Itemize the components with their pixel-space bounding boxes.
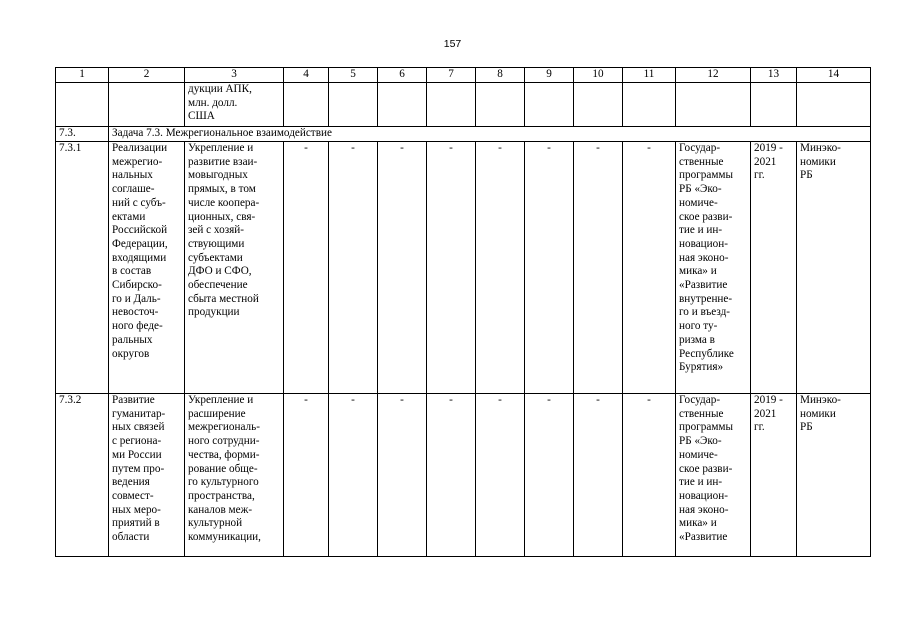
value-cell: - xyxy=(525,394,574,557)
measure-name: Развитие гуманитар- ных связей с регионa- ми России путем про- ведения совмест- ных меро- приятий в области xyxy=(109,394,185,557)
column-header: 8 xyxy=(476,68,525,83)
continuation-row xyxy=(56,83,871,127)
column-header: 3 xyxy=(185,68,284,83)
indicator-cell: дукции АПК, млн. долл. США xyxy=(185,83,284,127)
task-row xyxy=(56,127,871,142)
value-cell: - xyxy=(574,142,623,394)
row-number: 7.3.2 xyxy=(56,394,109,557)
value-cell: - xyxy=(378,394,427,557)
executor-cell: Минэко- номики РБ xyxy=(797,394,871,557)
column-header: 12 xyxy=(676,68,751,83)
value-cell: - xyxy=(476,394,525,557)
value-cell: - xyxy=(378,142,427,394)
period-cell: 2019 - 2021 гг. xyxy=(751,142,797,394)
column-header: 7 xyxy=(427,68,476,83)
column-header: 5 xyxy=(329,68,378,83)
task-title: Задача 7.3. Межрегиональное взаимодействие xyxy=(109,127,871,142)
value-cell: - xyxy=(329,394,378,557)
value-cell: - xyxy=(284,142,329,394)
column-header: 14 xyxy=(797,68,871,83)
measure-name: Реализации межрегио- нальных соглаше- ний с субъ- ектами Российской Федерации, входящими в состав Сибирско- го и Даль- невосточ- ного феде- ральных округов xyxy=(109,142,185,394)
column-header: 1 xyxy=(56,68,109,83)
value-cell: - xyxy=(623,394,676,557)
value-cell: - xyxy=(525,142,574,394)
program-cell: Государ- ственные программы РБ «Эко- номиче- ское разви- тие и ин- новацион- ная эконо- мика» и «Развитие xyxy=(676,394,751,557)
value-cell: - xyxy=(574,394,623,557)
column-header: 2 xyxy=(109,68,185,83)
table-row xyxy=(56,394,871,557)
value-cell: - xyxy=(623,142,676,394)
row-number: 7.3.1 xyxy=(56,142,109,394)
program-cell: Государ- ственные программы РБ «Эко- номиче- ское разви- тие и ин- новацион- ная эконо- мика» и «Развитие внутренне- го и въезд- ного ту- ризма в Республике Бурятия» xyxy=(676,142,751,394)
column-header: 13 xyxy=(751,68,797,83)
period-cell: 2019 - 2021 гг. xyxy=(751,394,797,557)
column-header: 6 xyxy=(378,68,427,83)
column-header: 4 xyxy=(284,68,329,83)
column-header: 9 xyxy=(525,68,574,83)
column-header: 11 xyxy=(623,68,676,83)
plan-table xyxy=(55,67,871,557)
value-cell: - xyxy=(427,142,476,394)
value-cell: - xyxy=(427,394,476,557)
value-cell: - xyxy=(329,142,378,394)
column-number-row xyxy=(56,68,871,83)
executor-cell: Минэко- номики РБ xyxy=(797,142,871,394)
measure-result: Укрепление и расширение межрегиональ- ного сотрудни- чества, форми- рование обще- го культурного пространства, каналов меж- культурной коммуникации, xyxy=(185,394,284,557)
column-header: 10 xyxy=(574,68,623,83)
task-number: 7.3. xyxy=(56,127,109,142)
value-cell: - xyxy=(284,394,329,557)
table-row xyxy=(56,142,871,394)
value-cell: - xyxy=(476,142,525,394)
page-number: 157 xyxy=(443,38,462,50)
measure-result: Укрепление и развитие взаи- мовыгодных прямых, в том числе коопера- ционных, свя- зей с хозяй- ствующими субъектами ДФО и СФО, обеспечение сбыта местной продукции xyxy=(185,142,284,394)
